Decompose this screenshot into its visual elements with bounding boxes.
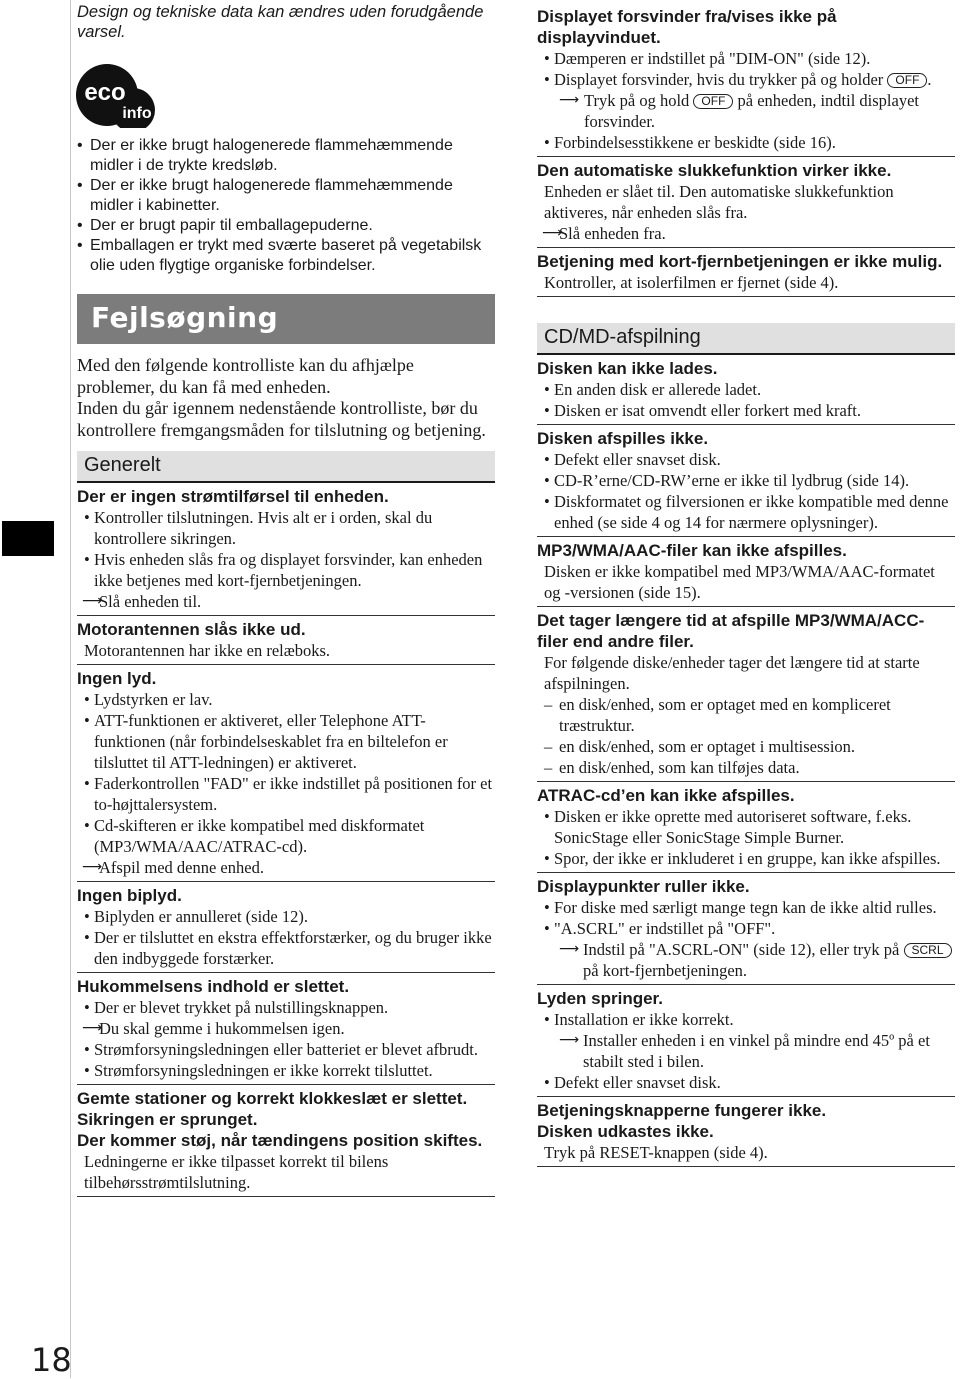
entry-title: Disken afspilles ikke. [537,429,709,448]
list-item: • Spor, der ikke er inkluderet i en gruppe, kan ikke afspilles. [544,849,941,868]
remedy-line: ⟶ Indstil på "A.SCRL-ON" (side 12), eller tryk på SCRL på kort-fjernbetjeningen. [537,939,955,981]
list-item: • Disken er isat omvendt eller forkert med kraft. [544,401,861,420]
entry-title: Betjening med kort-fjernbetjeningen er ikke mulig. [537,252,943,271]
off-button-icon: OFF [887,73,927,88]
entry-body: Motorantennen har ikke en relæboks. [84,641,331,660]
scrl-button-icon: SCRL [904,943,952,958]
entry-body: Ledningerne er ikke tilpasset korrekt til bilens tilbehørsstrømtilslutning. [84,1152,389,1192]
entry-title: Ingen biplyd. [77,886,182,905]
entry-auto-off [537,157,955,248]
entry-title: MP3/WMA/AAC-filer kan ikke afspilles. [537,541,847,560]
eco-item: • Der er ikke brugt halogenerede flammehæmmende midler i de trykte kredsløb. [77,137,453,174]
list-item: • Der er blevet trykket på nulstillingsknappen. [84,998,389,1017]
entry-no-play [537,425,955,537]
entry-no-load [537,355,955,425]
entry-title: Displaypunkter ruller ikke. [537,877,750,896]
list-item: • ATT-funktionen er aktiveret, eller Telephone ATT-funktionen (når forbindelseskablet fra en biltelefon er tilsluttet til ATT-ledningen) er aktiveret. [84,711,448,772]
list-item: • For diske med særligt mange tegn kan de ikke altid rulles. [544,898,937,917]
list-item: • Installation er ikke korrekt. [544,1010,734,1029]
list-item: • Kontroller tilslutningen. Hvis alt er i orden, skal du kontrollere sikringen. [84,508,433,548]
list-item: • Forbindelsesstikkene er beskidte (side 16). [544,133,836,152]
list-item: • Der er tilsluttet en ekstra effektforstærker, og du bruger ikke den indbyggede forstærker. [84,928,492,968]
entry-title: Gemte stationer og korrekt klokkeslæt er slettet. [77,1089,468,1108]
page-title: Fejlsøgning [91,301,279,334]
remedy-line: ⟶ Slå enheden fra. [542,224,666,243]
entry-remote [537,248,955,297]
left-column [77,0,495,1197]
list-item: • Faderkontrollen "FAD" er ikke indstillet på positionen for et to-højttalersystem. [84,774,493,814]
list-item: • Displayet forsvinder, hvis du trykker på og holder OFF . [544,70,932,89]
arrow-right-icon: ⟶ [559,92,580,108]
eco-item: • Der er brugt papir til emballagepuderne. [77,217,373,234]
eco-item: • Der er ikke brugt halogenerede flammehæmmende midler i kabinetter. [77,177,453,214]
entry-stations [77,1085,495,1197]
entry-body: Enheden er slået til. Den automatiske slukkefunktion aktiveres, når enheden slås fra. [544,182,894,222]
entry-title: Disken kan ikke lades. [537,359,718,378]
entry-mp3 [537,537,955,607]
eco-logo-text: eco [84,79,126,106]
list-item: • Defekt eller snavset disk. [544,1073,721,1092]
entry-title: Sikringen er sprunget. [77,1110,258,1129]
arrow-right-icon: ⟶ [82,1020,103,1036]
design-change-note: Design og tekniske data kan ændres uden forudgående varsel. [77,3,484,41]
list-item: – en disk/enhed, som er optaget i multisession. [544,737,856,756]
list-item: • Strømforsyningsledningen er ikke korrekt tilsluttet. [84,1061,433,1080]
entry-title: Displayet forsvinder fra/vises ikke på displayvinduet. [537,7,837,47]
entry-antenna [77,616,495,665]
remedy-line: ⟶ Tryk på og hold OFF på enheden, indtil displayet forsvinder. [559,91,919,131]
list-item: • Defekt eller snavset disk. [544,450,721,469]
eco-info-logo [75,62,157,128]
page-margin-rule [70,0,71,1378]
section-heading-cd-md: CD/MD-afspilning [537,323,955,355]
entry-longer [537,607,955,782]
entry-body: Tryk på RESET-knappen (side 4). [544,1143,768,1162]
entry-title: Det tager længere tid at afspille MP3/WMA/ACC-filer end andre filer. [537,611,925,651]
entry-body: Disken er ikke kompatibel med MP3/WMA/AAC-formatet og -versionen (side 15). [544,562,935,602]
eco-logo-subtext: info [122,105,152,122]
entry-memory [77,973,495,1085]
right-column [537,6,955,1167]
remedy-line: ⟶ Slå enheden til. [82,592,202,611]
list-item: • En anden disk er allerede ladet. [544,380,762,399]
entry-no-beep [77,882,495,973]
entry-title: Den automatiske slukkefunktion virker ikke. [537,161,892,180]
entry-title: Der kommer støj, når tændingens position skiftes. [77,1131,483,1150]
list-item: • Dæmperen er indstillet på "DIM-ON" (side 12). [544,49,871,68]
entry-no-power [77,483,495,616]
entry-title: ATRAC-cd’en kan ikke afspilles. [537,786,795,805]
entry-display [537,6,955,157]
list-item: • Biplyden er annulleret (side 12). [84,907,308,926]
entry-buttons [537,1097,955,1167]
page-number: 18 [31,1341,72,1379]
entry-title: Betjeningsknapperne fungerer ikke. [537,1101,827,1120]
arrow-right-icon: ⟶ [542,225,563,241]
entry-body: Kontroller, at isolerfilmen er fjernet (side 4). [544,273,839,292]
list-item: • Disken er ikke oprette med autoriseret software, f.eks. SonicStage eller SonicStage Simple Burner. [544,807,912,847]
list-item: • Cd-skifteren er ikke kompatibel med diskformatet (MP3/WMA/AAC/ATRAC-cd). [84,816,425,856]
entry-title: Motorantennen slås ikke ud. [77,620,306,639]
entry-body: For følgende diske/enheder tager det længere tid at starte afspilningen. [544,653,920,693]
arrow-right-icon: ⟶ [82,859,103,875]
remedy-line: ⟶ Installer enheden i en vinkel på mindre end 45º på et stabilt sted i bilen. [559,1031,930,1071]
list-item: • CD-R’erne/CD-RW’erne er ikke til lydbrug (side 14). [544,471,910,490]
entry-title: Hukommelsens indhold er slettet. [77,977,350,996]
remedy-line: ⟶ Afspil med denne enhed. [82,858,264,877]
section-heading-general: Generelt [77,451,495,483]
entry-atrac [537,782,955,873]
eco-info-list [77,136,495,276]
list-item: • Hvis enheden slås fra og displayet forsvinder, kan enheden ikke betjenes med kort-fjernbetjeningen. [84,550,483,590]
list-item: • Diskformatet og filversionen er ikke kompatible med denne enhed (se side 4 og 14 for nærmere oplysninger). [544,492,949,532]
list-item: • Strømforsyningsledningen eller batteriet er blevet afbrudt. [84,1040,478,1059]
remedy-line: ⟶ Du skal gemme i hukommelsen igen. [82,1019,345,1038]
arrow-right-icon: ⟶ [82,593,103,609]
arrow-right-icon: ⟶ [559,941,580,957]
entry-no-sound [77,665,495,882]
entry-skip [537,985,955,1097]
list-item: • "A.SCRL" er indstillet på "OFF". [544,919,776,938]
list-item: – en disk/enhed, som er optaget med en kompliceret træstruktur. [544,695,891,735]
entry-scroll [537,873,955,985]
intro-paragraph: Med den følgende kontrolliste kan du afhjælpe problemer, du kan få med enheden. Inden du går igennem nedenstående kontrolliste, bør du kontrollere fremgangsmåden for tilslutning og betjening. [77,355,486,440]
off-button-icon: OFF [693,94,733,109]
entry-title: Disken udkastes ikke. [537,1122,714,1141]
troubleshooting-title-bar [77,294,495,344]
section-tab-marker [2,521,54,556]
list-item: • Lydstyrken er lav. [84,690,213,709]
eco-item: • Emballagen er trykt med sværte baseret på vegetabilsk olie uden flygtige organiske forbindelser. [77,237,482,274]
list-item: – en disk/enhed, som kan tilføjes data. [544,758,800,777]
entry-title: Der er ingen strømtilførsel til enheden. [77,487,389,506]
arrow-right-icon: ⟶ [559,1032,580,1048]
entry-title: Ingen lyd. [77,669,157,688]
entry-title: Lyden springer. [537,989,663,1008]
